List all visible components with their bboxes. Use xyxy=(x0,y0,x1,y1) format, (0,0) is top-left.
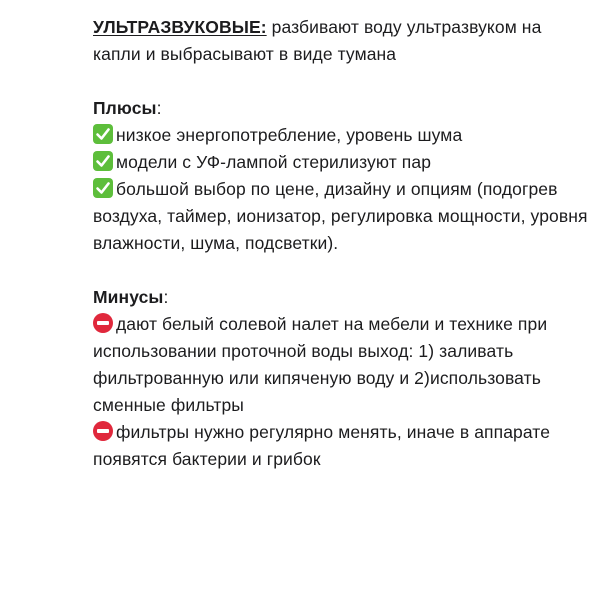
check-mark-icon xyxy=(93,151,113,171)
no-entry-icon xyxy=(93,421,113,441)
cons-item xyxy=(93,419,593,473)
cons-item xyxy=(93,311,593,419)
pros-item xyxy=(93,176,593,257)
intro-text: разбивают воду ультразвуком на капли и выбрасывают в виде тумана xyxy=(93,17,542,64)
spacer xyxy=(93,68,593,95)
cons-heading xyxy=(93,284,593,311)
pros-colon: : xyxy=(156,98,162,118)
check-mark-icon xyxy=(93,124,113,144)
no-entry-icon xyxy=(93,313,113,333)
pros-item xyxy=(93,149,593,176)
pros-item-text: низкое энергопотребление, уровень шума xyxy=(116,125,463,145)
document-body xyxy=(93,14,593,473)
pros-title: Плюсы xyxy=(93,98,157,118)
pros-heading xyxy=(93,95,593,122)
intro-heading: УЛЬТРАЗВУКОВЫЕ: xyxy=(93,17,267,37)
pros-item-text: модели с УФ-лампой стерилизуют пар xyxy=(116,152,432,172)
cons-item-text: фильтры нужно регулярно менять, иначе в аппарате появятся бактерии и грибок xyxy=(93,422,551,469)
cons-item-text: дают белый солевой налет на мебели и технике при использовании проточной воды выход: 1) заливать фильтрованную или кипяченую воду и 2)использовать сменные фильтры xyxy=(93,314,548,415)
intro-paragraph xyxy=(93,14,593,68)
pros-item xyxy=(93,122,593,149)
check-mark-icon xyxy=(93,178,113,198)
cons-title: Минусы xyxy=(93,287,164,307)
spacer xyxy=(93,257,593,284)
pros-item-text: большой выбор по цене, дизайну и опциям (подогрев воздуха, таймер, ионизатор, регулировка мощности, уровня влажности, шума, подсветки). xyxy=(93,179,588,253)
cons-colon: : xyxy=(163,287,169,307)
